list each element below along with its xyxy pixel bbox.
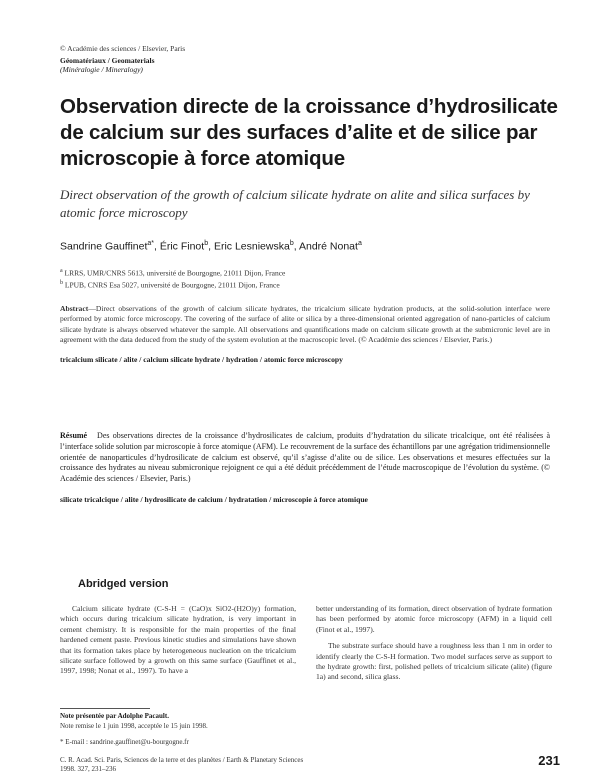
- author-name: Sandrine Gauffinet: [60, 240, 148, 253]
- affiliation-mark: a: [60, 268, 63, 274]
- resume-keywords: silicate tricalcique / alite / hydrosilicate de calcium / hydratation / microscopie à force atomique: [60, 494, 368, 504]
- affiliation: [60, 266, 285, 279]
- author-name: André Nonat: [298, 240, 358, 253]
- journal-line-1: C. R. Acad. Sci. Paris, Sciences de la terre et des planètes / Earth & Planetary Sciences: [60, 756, 304, 764]
- body-column-left: [60, 604, 296, 677]
- footnote-presented: [60, 712, 169, 721]
- body-column-right: [316, 604, 552, 683]
- author-name: Éric Finot: [159, 240, 205, 253]
- body-paragraph: Calcium silicate hydrate (C-S-H = (CaO)x SiO2-(H2O)y) formation, which occurs during tricalcium silicate hydration, is very important in cement chemistry. It is responsible for the main properties of the final hardened cement paste. Previous kinetic studies and simulations have shown that its formation takes place by heterogeneous nucleation on the tricalcium silicate surface followed by a growth on this same surface (Gauffinet et al., 1997, 1998; Nonat et al., 1997). To have a: [60, 604, 296, 676]
- copyright-notice: © Académie des sciences / Elsevier, Paris: [60, 44, 186, 53]
- resume: [60, 431, 550, 505]
- affiliation: [60, 278, 280, 291]
- article-title: Observation directe de la croissance d’hydrosilicate de calcium sur des surfaces d’alite et de silice par microscopie à force atomique: [60, 95, 558, 170]
- journal-line-2: 1998. 327, 231–236: [60, 765, 116, 773]
- author-affil-mark: a*: [147, 240, 154, 247]
- journal-reference: [60, 756, 303, 774]
- author-affil-mark: b: [204, 240, 209, 247]
- body-paragraph: The substrate surface should have a roughness less than 1 nm in order to identify clearly the C-S-H formation. Two model surfaces serve as support to the hydrate growth: first, polished pellets of tricalcium silicate (alite) (figure 1a) and second, silica glass.: [316, 641, 552, 682]
- resume-text: Des observations directes de la croissance d’hydrosilicates de calcium, produits d’hydratation du silicate tricalcique, ont été réalisées à l’interface solide solution par microscopie à force atomique (AFM). Le recouvrement de la surface des échantillons par une agrégation tridimensionnelle orientée de nanoparticules d’hydrosilicate de calcium est observé, qu’il s’agisse d’alite ou de silice. Les observations et mesures effectuées sur la croissance des hydrates au niveau submicronique rejoignent ce qui a été déduit précédemment de l’étude macroscopique de l’évolution du système. (© Académie des sciences / Elsevier, Paris.): [60, 431, 551, 484]
- section-label-fr: Géomatériaux / Geomaterials: [60, 56, 155, 65]
- resume-label: Résumé: [60, 431, 88, 440]
- body-paragraph: better understanding of its formation, direct observation of hydrate formation has been performed by atomic force microscopy (AFM) in a liquid cell (Finot et al., 1997).: [316, 604, 552, 634]
- abridged-heading: Abridged version: [78, 578, 169, 590]
- footnote-email: * E-mail : sandrine.gauffinet@u-bourgogne.fr: [60, 738, 189, 746]
- section-label-en: (Minéralogie / Mineralogy): [60, 65, 143, 74]
- affiliation-text: LPUB, CNRS Esa 5027, université de Bourgogne, 21011 Dijon, France: [64, 280, 280, 290]
- abstract-label: Abstract: [60, 304, 89, 313]
- affiliation-text: LRRS, UMR/CNRS 5613, université de Bourgogne, 21011 Dijon, France: [64, 268, 286, 278]
- footnote-presented-text: Note présentée par Adolphe Pacault.: [60, 712, 169, 720]
- author-affil-mark: b: [289, 240, 294, 247]
- author-affil-mark: a: [357, 240, 362, 247]
- author-name: Eric Lesniewska: [213, 240, 290, 253]
- author-list: Sandrine Gauffinet$^{a*}$, Éric Finot$^b$, Eric Lesniewska$^b$, André Nonat$^a$: [60, 240, 362, 253]
- abstract-keywords: tricalcium silicate / alite / calcium silicate hydrate / hydration / atomic force microscopy: [60, 355, 343, 365]
- article-subtitle: Direct observation of the growth of calcium silicate hydrate on alite and silica surfaces by atomic force microscopy: [60, 187, 530, 220]
- section-label: [60, 56, 155, 74]
- affiliation-mark: b: [60, 280, 63, 286]
- footnote-dates: Note remise le 1 juin 1998, acceptée le 15 juin 1998.: [60, 722, 208, 730]
- page-number: 231: [538, 753, 560, 768]
- footnote-rule: [60, 708, 150, 709]
- abstract-text: —Direct observations of the growth of calcium silicate hydrates, the tricalcium silicate hydration products, at the solid-solution interface were performed by atomic force microscopy. The covering of the surface of alite or silica by a three-dimensional oriented aggregation of nano-particles of calcium silicate hydrate is always observed whatever the sample. All observations and quantifications made on calcium silicate growth at the submicronic level are in agreement with the data deduced from the study of the system evolution at the macroscopic level. (© Académie des sciences / Elsevier, Paris.): [60, 304, 550, 344]
- abstract: [60, 304, 550, 365]
